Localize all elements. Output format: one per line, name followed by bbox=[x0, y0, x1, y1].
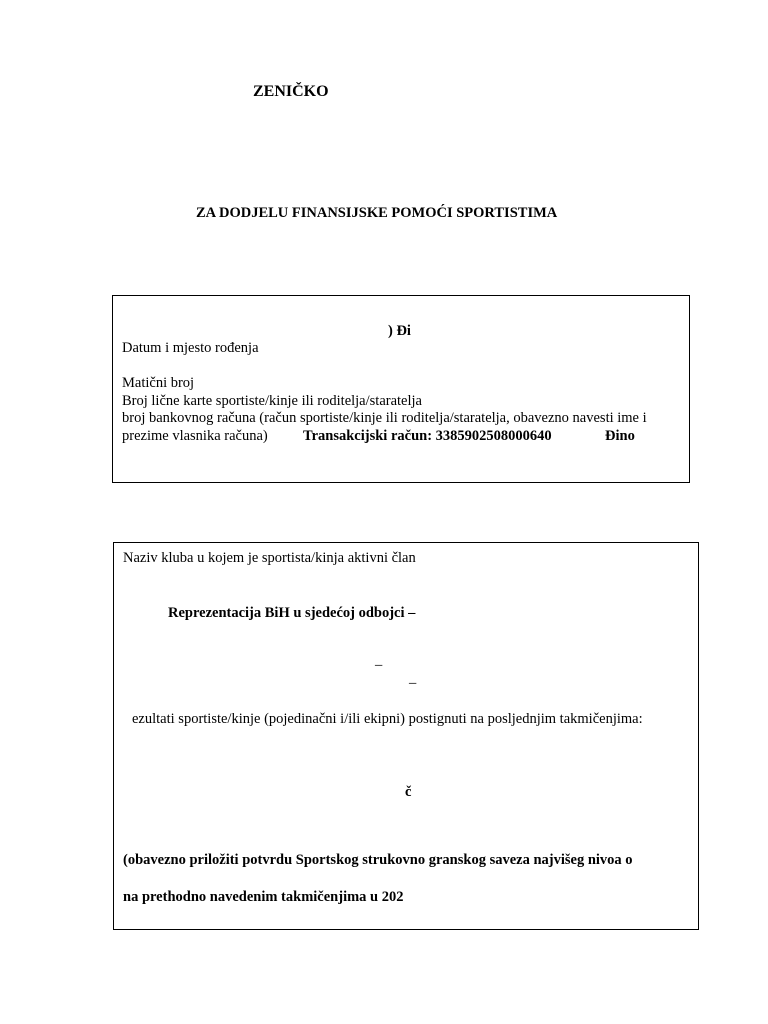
results-fragment: č bbox=[405, 784, 412, 800]
birth-date-place-label: Datum i mjesto rođenja bbox=[122, 340, 259, 356]
id-card-label: Broj lične karte sportiste/kinje ili roditelja/staratelja bbox=[122, 393, 422, 409]
name-fragment: ) Ði bbox=[388, 323, 411, 339]
club-results-box bbox=[113, 542, 699, 930]
jmbg-label: Matični broj bbox=[122, 375, 195, 391]
bank-account-label: broj bankovnog računa (račun sportiste/kinje ili roditelja/staratelja, obavezno navesti ime i bbox=[122, 410, 647, 426]
club-name-label: Naziv kluba u kojem je sportista/kinja aktivni član bbox=[123, 550, 416, 566]
form-title: ZA DODJELU FINANSIJSKE POMOĆI SPORTISTIMA bbox=[196, 205, 558, 221]
account-owner-fragment: Đino bbox=[605, 428, 635, 444]
attachment-note: (obavezno priložiti potvrdu Sportskog strukovno granskog saveza najvišeg nivoa o bbox=[123, 852, 633, 868]
organization-name: ZENIČKO bbox=[253, 83, 329, 100]
attachment-note-cont: na prethodno navedenim takmičenjima u 202 bbox=[123, 889, 404, 905]
club-name-value: Reprezentacija BiH u sjedećoj odbojci – bbox=[168, 605, 416, 621]
dash-mark: – bbox=[375, 657, 383, 673]
results-label: ezultati sportiste/kinje (pojedinačni i/ili ekipni) postignuti na posljednjim takmičenjima: bbox=[132, 711, 643, 727]
bank-account-label-cont: prezime vlasnika računa) bbox=[122, 428, 268, 444]
personal-data-box bbox=[112, 295, 690, 483]
dash-mark: – bbox=[409, 675, 417, 691]
transaction-account: Transakcijski račun: 3385902508000640 bbox=[303, 428, 552, 444]
